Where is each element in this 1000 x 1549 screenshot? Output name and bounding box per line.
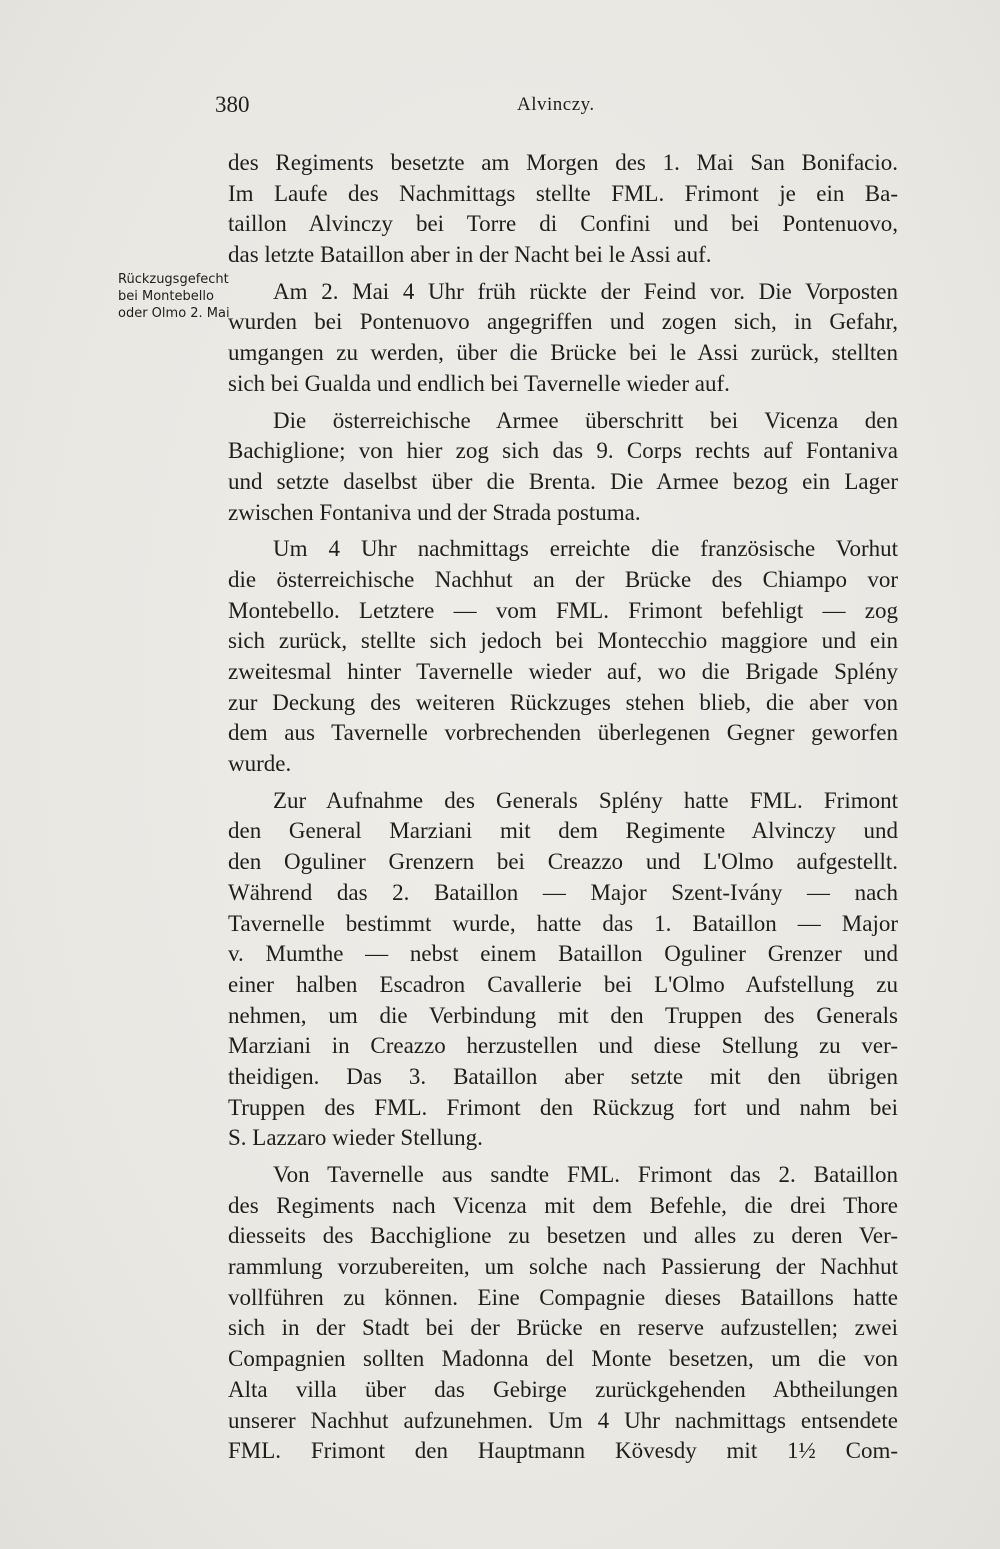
text-line: taillon Alvinczy bei Torre di Confini und bei Pontenuovo, xyxy=(228,211,898,237)
text-line: diesseits des Bacchiglione zu besetzen und alles zu deren Ver- xyxy=(228,1223,898,1249)
text-line: sich zurück, stellte sich jedoch bei Montecchio maggiore und ein xyxy=(228,628,898,654)
text-line: rammlung vorzubereiten, um solche nach Passierung der Nachhut xyxy=(228,1254,898,1280)
page-header xyxy=(215,92,900,122)
text-line: nehmen, um die Verbindung mit den Truppen des Generals xyxy=(228,1002,898,1028)
page-number: 380 xyxy=(215,92,250,117)
text-line: Compagnien sollten Madonna del Monte besetzen, um die von xyxy=(228,1346,898,1372)
margin-note xyxy=(118,271,228,322)
text-line: vollführen zu können. Eine Compagnie dieses Bataillons hatte xyxy=(228,1284,898,1310)
margin-note-line: Rückzugsgefecht xyxy=(118,272,229,287)
text-line: unserer Nachhut aufzunehmen. Um 4 Uhr nachmittags entsendete xyxy=(228,1407,898,1433)
text-line: Von Tavernelle aus sandte FML. Frimont das 2. Bataillon xyxy=(273,1162,898,1187)
text-line: Marziani in Creazzo herzustellen und diese Stellung zu ver- xyxy=(228,1033,898,1059)
text-line: zur Deckung des weiteren Rückzuges stehen blieb, die aber von xyxy=(228,689,898,715)
text-line: wurden bei Pontenuovo angegriffen und zogen sich, in Gefahr, xyxy=(228,309,898,335)
text-line: v. Mumthe — nebst einem Bataillon Oguliner Grenzer und xyxy=(228,941,898,967)
text-line: die österreichische Nachhut an der Brücke des Chiampo vor xyxy=(228,566,898,592)
text-line: den Oguliner Grenzern bei Creazzo und L'Olmo aufgestellt. xyxy=(228,849,898,875)
text-line: des Regiments nach Vicenza mit dem Befehle, die drei Thore xyxy=(228,1192,898,1218)
margin-note-line: oder Olmo 2. Mai xyxy=(118,306,230,321)
text-line: wurde. xyxy=(228,751,292,777)
text-line: dem aus Tavernelle vorbrechenden überlegenen Gegner geworfen xyxy=(228,720,898,746)
text-line: Am 2. Mai 4 Uhr früh rückte der Feind vor. Die Vorposten xyxy=(273,278,898,304)
text-line: des Regiments besetzte am Morgen des 1. Mai San Bonifacio. xyxy=(228,150,898,175)
body-text xyxy=(228,148,898,1467)
text-line: Alta villa über das Gebirge zurückgehenden Abtheilungen xyxy=(228,1376,898,1402)
text-line: das letzte Bataillon aber in der Nacht bei le Assi auf. xyxy=(228,242,712,268)
text-line: Tavernelle bestimmt wurde, hatte das 1. Bataillon — Major xyxy=(228,910,898,936)
running-title: Alvinczy. xyxy=(517,94,595,115)
text-line: umgangen zu werden, über die Brücke bei le Assi zurück, stellten xyxy=(228,340,898,366)
text-line: zwischen Fontaniva und der Strada postuma. xyxy=(228,499,641,525)
text-line: theidigen. Das 3. Bataillon aber setzte mit den übrigen xyxy=(228,1063,898,1089)
text-line: Um 4 Uhr nachmittags erreichte die französische Vorhut xyxy=(273,536,898,562)
text-line: Bachiglione; von hier zog sich das 9. Corps rechts auf Fontaniva xyxy=(228,438,898,464)
text-line: zweitesmal hinter Tavernelle wieder auf, wo die Brigade Splény xyxy=(228,659,898,684)
text-line: Während das 2. Bataillon — Major Szent-Ivány — nach xyxy=(228,879,898,905)
text-line: sich bei Gualda und endlich bei Tavernelle wieder auf. xyxy=(228,370,730,396)
text-line: Montebello. Letztere — vom FML. Frimont befehligt — zog xyxy=(228,597,898,623)
margin-note-line: bei Montebello xyxy=(118,289,214,304)
text-line: Die österreichische Armee überschritt bei Vicenza den xyxy=(273,407,898,433)
text-line: und setzte daselbst über die Brenta. Die Armee bezog ein Lager xyxy=(228,468,898,494)
text-line: sich in der Stadt bei der Brücke en reserve aufzustellen; zwei xyxy=(228,1315,898,1341)
text-line: einer halben Escadron Cavallerie bei L'Olmo Aufstellung zu xyxy=(228,971,898,997)
text-line: S. Lazzaro wieder Stellung. xyxy=(228,1125,483,1151)
text-line: den General Marziani mit dem Regimente Alvinczy und xyxy=(228,818,898,844)
text-line: FML. Frimont den Hauptmann Kövesdy mit 1½ Com- xyxy=(228,1438,898,1464)
text-line: Im Laufe des Nachmittags stellte FML. Frimont je ein Ba- xyxy=(228,180,898,206)
text-line: Truppen des FML. Frimont den Rückzug fort und nahm bei xyxy=(228,1094,898,1120)
text-line: Zur Aufnahme des Generals Splény hatte FML. Frimont xyxy=(273,787,898,813)
